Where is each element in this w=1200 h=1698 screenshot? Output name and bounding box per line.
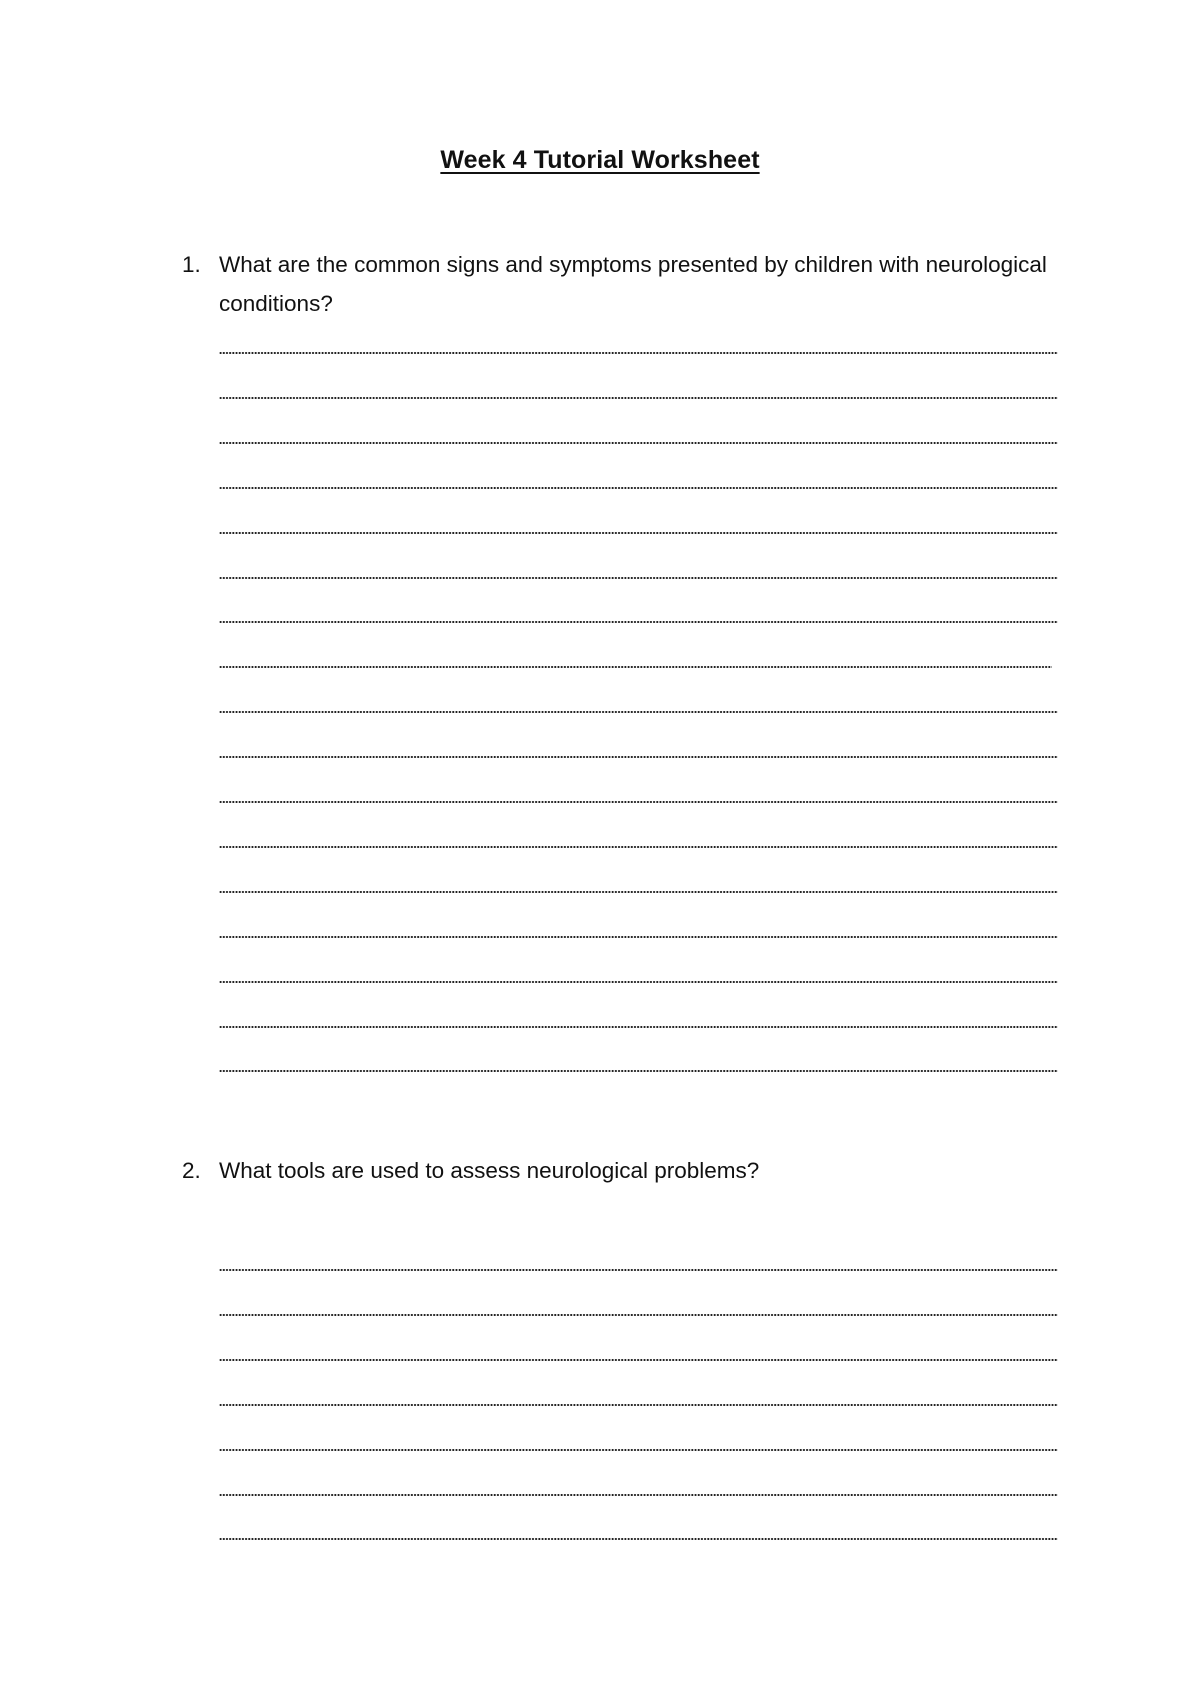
answer-line[interactable]: [219, 980, 1058, 984]
answer-line[interactable]: [219, 1403, 1058, 1407]
question-text: What are the common signs and symptoms presented by children with neurological conditions?: [219, 252, 1047, 316]
question-number: 1.: [182, 252, 201, 277]
answer-line[interactable]: [219, 665, 1052, 669]
answer-line[interactable]: [219, 890, 1058, 894]
answer-line[interactable]: [219, 1537, 1058, 1541]
answer-line[interactable]: [219, 1025, 1058, 1029]
answer-line[interactable]: [219, 755, 1058, 759]
answer-line[interactable]: [219, 1069, 1058, 1073]
answer-line[interactable]: [219, 800, 1058, 804]
answer-line[interactable]: [219, 1493, 1058, 1497]
answer-line[interactable]: [219, 710, 1058, 714]
answer-line[interactable]: [219, 531, 1058, 535]
answer-line[interactable]: [219, 620, 1058, 624]
answer-line[interactable]: [219, 1358, 1058, 1362]
answer-line[interactable]: [219, 576, 1058, 580]
answer-line[interactable]: [219, 396, 1058, 400]
answer-line[interactable]: [219, 1313, 1058, 1317]
worksheet-title: Week 4 Tutorial Worksheet: [440, 146, 760, 174]
question-number: 2.: [182, 1158, 201, 1183]
answer-line[interactable]: [219, 935, 1058, 939]
answer-line[interactable]: [219, 486, 1058, 490]
answer-line[interactable]: [219, 1268, 1058, 1272]
answer-line[interactable]: [219, 441, 1058, 445]
answer-line[interactable]: [219, 1448, 1058, 1452]
question-text: What tools are used to assess neurological problems?: [219, 1158, 760, 1183]
answer-line[interactable]: [219, 351, 1058, 355]
answer-line[interactable]: [219, 845, 1058, 849]
